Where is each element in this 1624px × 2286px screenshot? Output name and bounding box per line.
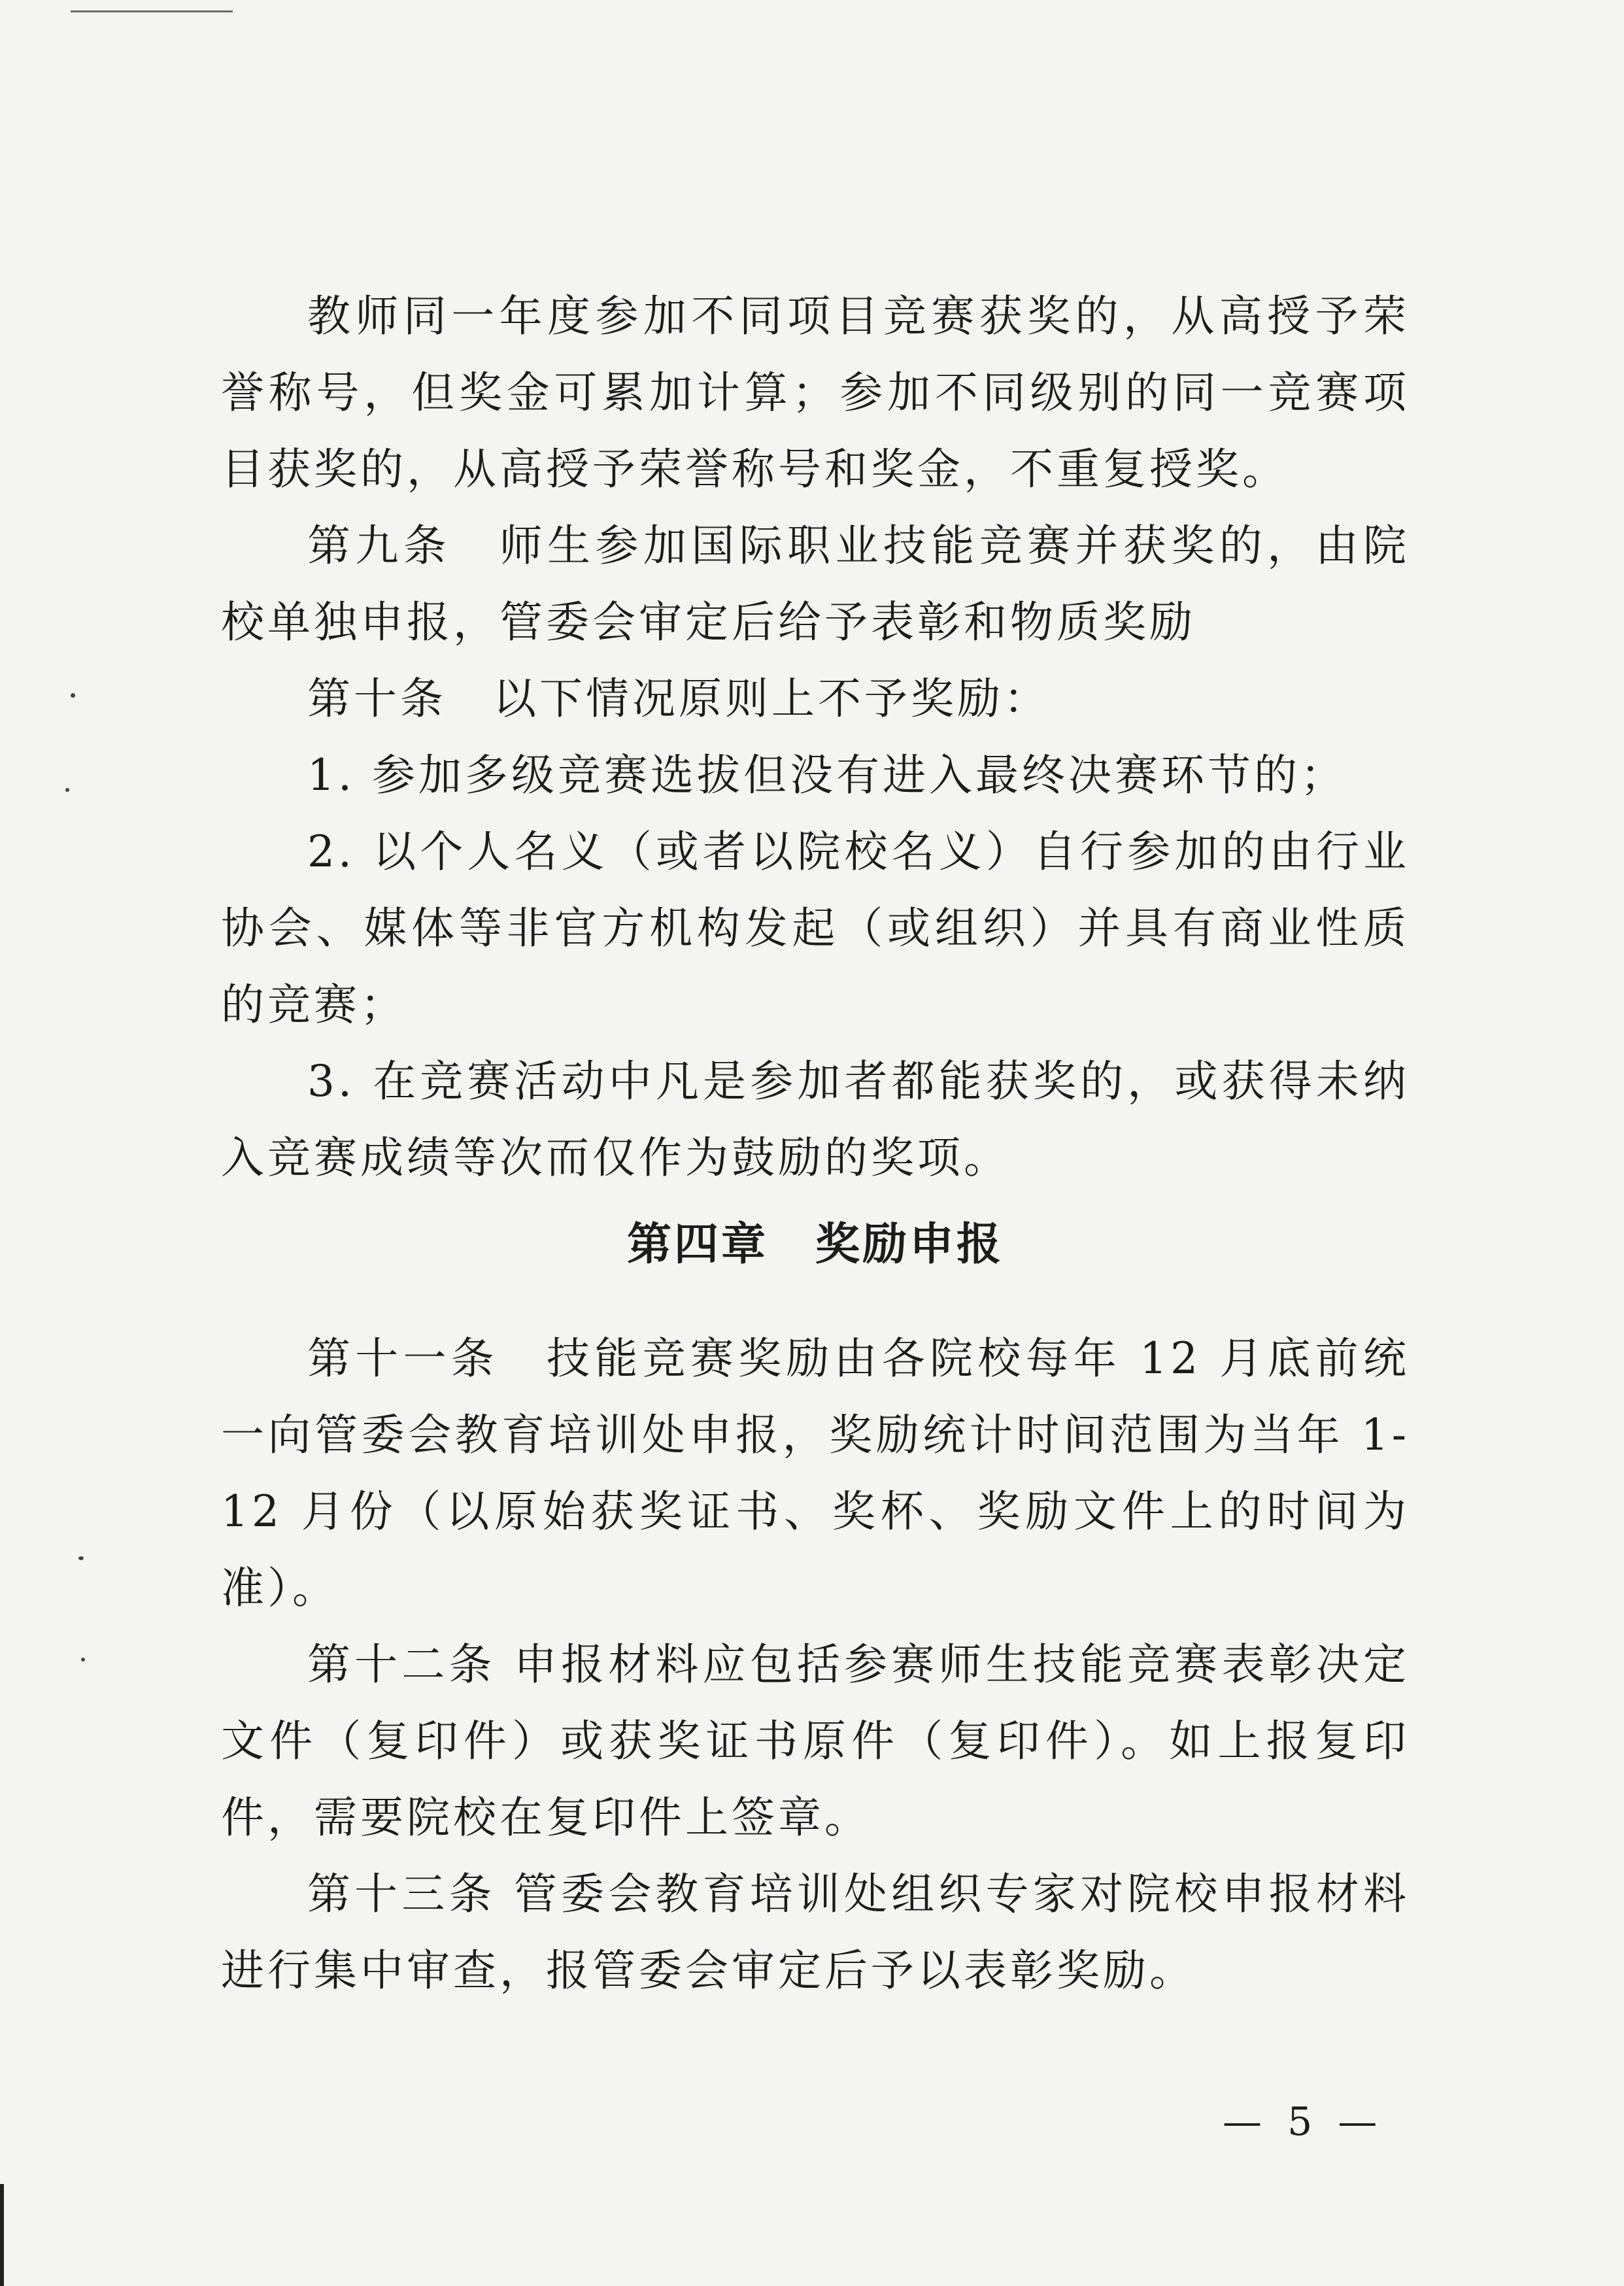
top-rule	[71, 10, 233, 12]
page-number: — 5 —	[1223, 2099, 1384, 2145]
scan-edge	[0, 2184, 4, 2286]
scan-speck	[81, 1658, 85, 1662]
scan-speck	[71, 693, 75, 698]
chapter-heading: 第四章 奖励申报	[626, 1219, 1004, 1271]
article-13: 第十三条 管委会教育培训处组织专家对院校申报材料进行集中审查，报管委会审定后予以表彰奖励。	[221, 1869, 1410, 1996]
paragraph-teacher-awards: 教师同一年度参加不同项目竞赛获奖的，从高授予荣誉称号，但奖金可累加计算；参加不同级别的同一竞赛项目获奖的，从高授予荣誉称号和奖金，不重复授奖。	[221, 291, 1410, 494]
scan-speck	[65, 788, 69, 792]
scan-speck	[78, 1556, 84, 1560]
document-body	[221, 278, 1410, 2009]
article-10: 第十条 以下情况原则上不予奖励：	[307, 674, 1050, 724]
article-12: 第十二条 申报材料应包括参赛师生技能竞赛表彰决定文件（复印件）或获奖证书原件（复印件）。如上报复印件，需要院校在复印件上签章。	[221, 1639, 1410, 1843]
article-10-item-2: 2. 以个人名义（或者以院校名义）自行参加的由行业协会、媒体等非官方机构发起（或组织）并具有商业性质的竞赛；	[221, 827, 1410, 1030]
article-10-item-3: 3. 在竞赛活动中凡是参加者都能获奖的，或获得未纳入竞赛成绩等次而仅作为鼓励的奖项。	[221, 1056, 1410, 1183]
article-9: 第九条 师生参加国际职业技能竞赛并获奖的，由院校单独申报，管委会审定后给予表彰和物质奖励	[221, 520, 1410, 647]
article-10-item-1: 1. 参加多级竞赛选拔但没有进入最终决赛环节的；	[307, 750, 1347, 800]
article-11: 第十一条 技能竞赛奖励由各院校每年 12 月底前统一向管委会教育培训处申报，奖励统计时间范围为当年 1-12 月份（以原始获奖证书、奖杯、奖励文件上的时间为准）。	[221, 1333, 1410, 1613]
